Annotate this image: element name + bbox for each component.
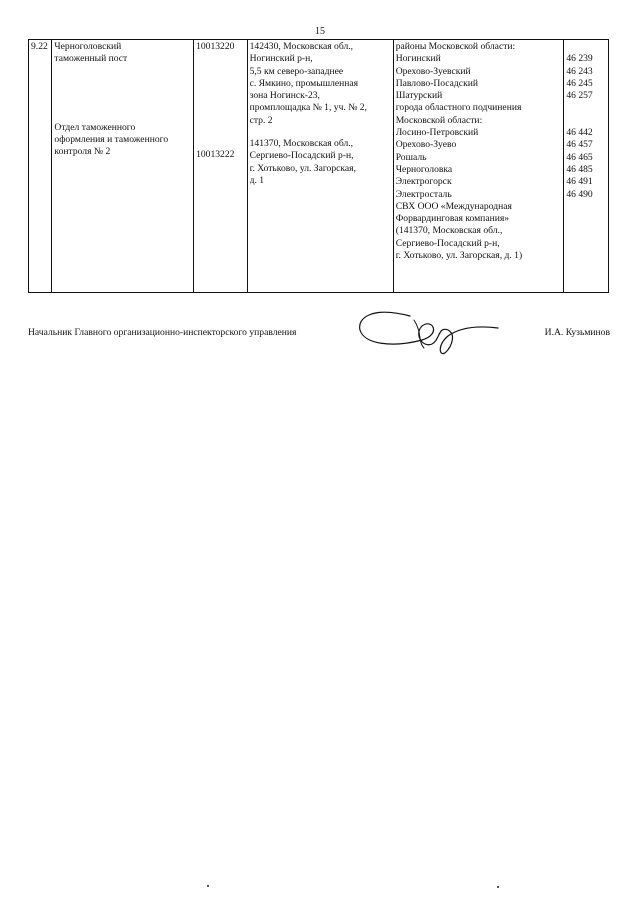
territory-line: г. Хотьково, ул. Загорская, д. 1) [395, 250, 523, 262]
territory-line: Орехово-Зуевский [395, 65, 471, 77]
territory-line: Орехово-Зуево [395, 139, 457, 151]
territory-line: районы Московской области: [395, 41, 516, 52]
okato-code [566, 41, 606, 53]
signature-mark [352, 296, 502, 360]
scan-speck [497, 886, 499, 888]
okato-code: 46 442 [566, 127, 593, 139]
okato-code: 46 245 [566, 77, 593, 89]
address-line: Ногинский р-н, [249, 53, 313, 65]
territory-line: Павлово-Посадский [395, 77, 478, 89]
okato-code: 46 239 [566, 53, 593, 65]
territory-line: Форвардинговая компания» [395, 213, 510, 225]
territory-line: (141370, Московская обл., [395, 225, 503, 237]
office-code: 10013222 [196, 149, 235, 161]
territory-line: Электрогорск [395, 176, 452, 188]
territory-line: города областного подчинения [395, 102, 522, 114]
okato-code [566, 238, 606, 250]
office-code: 10013220 [196, 41, 235, 52]
address-line: д. 1 [249, 174, 265, 186]
office-name-cell [52, 40, 194, 293]
office-name-line: оформления и таможенного [54, 133, 169, 145]
row-number: 9.22 [31, 41, 48, 52]
address-line: 142430, Московская обл., [249, 41, 354, 52]
okato-code [566, 115, 606, 127]
okato-code [566, 102, 606, 114]
territory-line: Московской области: [395, 114, 483, 126]
territory-line: Сергиево-Посадский р-н, [395, 237, 500, 249]
territory-line: Шатурский [395, 90, 443, 102]
signer-name: И.А. Кузьминов [544, 327, 610, 338]
territory-cell [393, 40, 564, 293]
okato-code [566, 250, 606, 262]
okato-cell [564, 40, 609, 293]
okato-code: 46 491 [566, 176, 593, 188]
address-line: Сергиево-Посадский р-н, [249, 150, 354, 162]
territory-line: Электросталь [395, 188, 452, 200]
signer-position: Начальник Главного организационно-инспекторского управления [28, 327, 297, 338]
address-line: зона Ногинск-23, [249, 90, 320, 102]
office-name-line: таможенный пост [54, 53, 128, 65]
address-line: г. Хотьково, ул. Загорская, [249, 162, 356, 174]
okato-code: 46 490 [566, 188, 593, 200]
okato-code: 46 243 [566, 65, 593, 77]
okato-code [566, 225, 606, 237]
page-number: 15 [315, 26, 325, 37]
customs-table [28, 39, 609, 293]
address-line: 5,5 км северо-западнее [249, 65, 344, 77]
office-code-cell [194, 40, 248, 293]
address-line: 141370, Московская обл., [249, 138, 354, 150]
address-line: стр. 2 [249, 114, 273, 126]
territory-line: Ногинский [395, 53, 441, 65]
address-line: с. Ямкино, промышленная [249, 77, 359, 89]
scan-speck [207, 885, 209, 887]
okato-code: 46 485 [566, 163, 593, 175]
territory-line: Лосино-Петровский [395, 127, 479, 139]
address-cell [247, 40, 393, 293]
okato-code [566, 213, 606, 225]
territory-line: Черноголовка [395, 163, 453, 175]
okato-code [566, 201, 606, 213]
office-name-line: контроля № 2 [54, 146, 111, 158]
address-line: промплощадка № 1, уч. № 2, [249, 102, 367, 114]
territory-line: СВХ ООО «Международная [395, 200, 512, 212]
okato-code: 46 257 [566, 90, 593, 102]
okato-code: 46 465 [566, 151, 593, 163]
table-row [29, 40, 609, 293]
office-name-line: Отдел таможенного [54, 121, 136, 133]
okato-code: 46 457 [566, 139, 593, 151]
territory-line: Рошаль [395, 151, 427, 163]
row-number-cell [29, 40, 52, 293]
office-name-line: Черноголовский [54, 41, 122, 52]
